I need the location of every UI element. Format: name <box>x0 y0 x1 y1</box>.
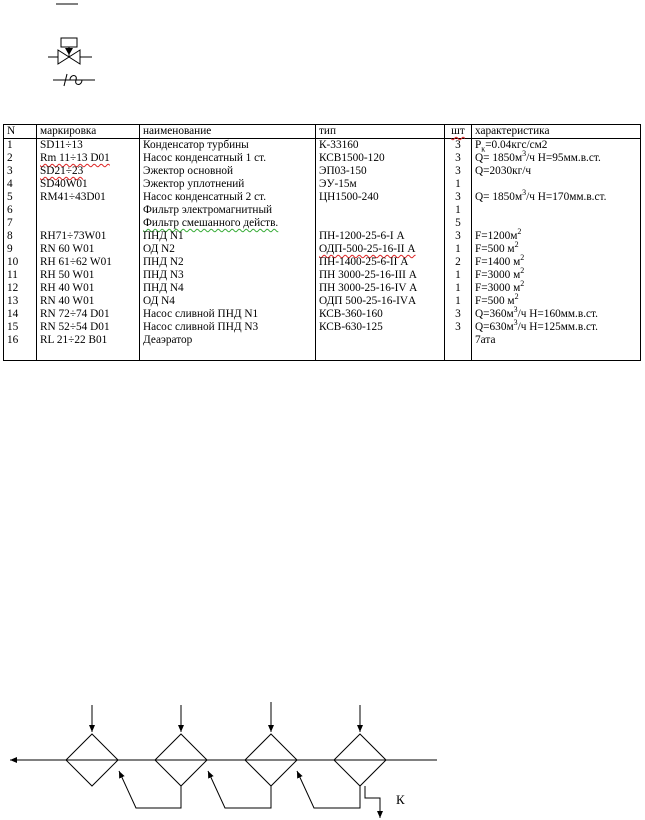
cell-characteristic <box>472 204 641 217</box>
cell-marking <box>37 269 140 282</box>
characteristic-sup: 3 <box>513 318 518 328</box>
cell-marking-text: RH 40 W01 <box>40 282 95 294</box>
cell-n <box>4 308 37 321</box>
characteristic-sup: 2 <box>514 240 519 250</box>
characteristic-post: /ч Н=170мм.в.ст. <box>526 191 607 203</box>
cell-marking <box>37 165 140 178</box>
cell-qty-text: 3 <box>455 308 461 320</box>
cell-name <box>140 269 316 282</box>
cell-type <box>316 152 445 165</box>
cell-marking-text: RN 60 W01 <box>40 243 95 255</box>
cell-type <box>316 165 445 178</box>
cell-qty-text: 3 <box>455 321 461 333</box>
characteristic-pre: P <box>475 139 482 151</box>
cell-n-text: 13 <box>7 295 19 307</box>
cell-characteristic <box>472 149 641 165</box>
characteristic-sup: 2 <box>520 253 525 263</box>
cell-marking <box>37 191 140 204</box>
cell-name-text: ОД N4 <box>143 295 175 307</box>
table-row <box>4 269 641 282</box>
cell-characteristic <box>472 178 641 191</box>
cell-name <box>140 178 316 191</box>
cell-n-text: 8 <box>7 230 13 242</box>
characteristic-sup: 2 <box>520 266 525 276</box>
cell-n <box>4 178 37 191</box>
characteristic-pre: F=3000 м <box>475 269 521 281</box>
cell-type-text: ОДП 500-25-16-IVА <box>319 295 417 307</box>
cell-qty <box>445 334 472 361</box>
cell-type <box>316 256 445 269</box>
table-header-row <box>4 125 641 139</box>
cell-name-text: ПНД N1 <box>143 230 184 242</box>
cell-qty <box>445 282 472 295</box>
characteristic-sup: 3 <box>522 149 527 159</box>
characteristic-sup: 3 <box>522 188 527 198</box>
cell-type-text: К-33160 <box>319 139 359 151</box>
cell-name-text: Эжектор основной <box>143 165 234 177</box>
cell-n-text: 3 <box>7 165 13 177</box>
cell-characteristic <box>472 305 641 321</box>
cell-type <box>316 217 445 230</box>
cell-name-text: Насос сливной ПНД N3 <box>143 321 259 333</box>
cell-n-text: 5 <box>7 191 13 203</box>
cell-type <box>316 204 445 217</box>
cell-characteristic <box>472 334 641 361</box>
table-row <box>4 204 641 217</box>
characteristic-post: /ч Н=160мм.в.ст. <box>517 308 598 320</box>
cell-type <box>316 178 445 191</box>
cell-marking-text: RM41÷43D01 <box>40 191 106 203</box>
cell-n <box>4 165 37 178</box>
cell-marking <box>37 334 140 361</box>
table-row <box>4 243 641 256</box>
heater-3 <box>245 702 297 786</box>
cell-n <box>4 204 37 217</box>
cell-name <box>140 152 316 165</box>
cell-n-text: 14 <box>7 308 19 320</box>
cell-type-text: ЭУ-15м <box>319 178 357 190</box>
cell-type <box>316 191 445 204</box>
cell-type-text: ПН-1200-25-6-I А <box>319 230 405 242</box>
cell-characteristic <box>472 279 641 295</box>
heater-flow-diagram <box>0 690 645 820</box>
cell-type <box>316 295 445 308</box>
cell-n-text: 6 <box>7 204 13 216</box>
cell-name-text: Деаэратор <box>143 334 193 346</box>
cell-qty <box>445 308 472 321</box>
cell-characteristic <box>472 253 641 269</box>
cell-n-text: 2 <box>7 152 13 164</box>
cell-marking-text: RN 40 W01 <box>40 295 95 307</box>
cell-qty <box>445 165 472 178</box>
cell-characteristic <box>472 217 641 230</box>
table-row <box>4 230 641 243</box>
table-row <box>4 191 641 204</box>
cell-name <box>140 139 316 153</box>
characteristic-post: /ч Н=95мм.в.ст. <box>526 152 601 164</box>
characteristic-pre: F=500 м <box>475 295 515 307</box>
cell-qty <box>445 269 472 282</box>
cell-n-text: 9 <box>7 243 13 255</box>
cell-marking-text: RN 52÷54 D01 <box>40 321 110 333</box>
characteristic-pre: Q=630м <box>475 321 514 333</box>
cell-marking <box>37 256 140 269</box>
table-row <box>4 295 641 308</box>
header-characteristic: характеристика <box>472 125 641 139</box>
cell-n-text: 16 <box>7 334 19 346</box>
cell-name <box>140 165 316 178</box>
characteristic-pre: Q= 1850м <box>475 191 523 203</box>
cell-marking <box>37 178 140 191</box>
cell-qty-text: 1 <box>455 269 461 281</box>
cell-qty <box>445 295 472 308</box>
cell-n <box>4 282 37 295</box>
cell-marking-text: RL 21÷22 B01 <box>40 334 108 346</box>
control-valve-icon <box>48 38 92 64</box>
cell-characteristic <box>472 240 641 256</box>
cell-name-text: Фильтр смешанного действ. <box>143 217 279 229</box>
cell-name-text: Насос сливной ПНД N1 <box>143 308 259 320</box>
cell-n <box>4 191 37 204</box>
header-marking: маркировка <box>37 125 140 139</box>
characteristic-pre: Q= 1850м <box>475 152 523 164</box>
cell-qty-text: 3 <box>455 165 461 177</box>
cell-marking <box>37 295 140 308</box>
cell-type-text: ПН-1400-25-6-II А <box>319 256 409 268</box>
cell-characteristic <box>472 266 641 282</box>
characteristic-sup: 2 <box>514 292 519 302</box>
legend-symbols <box>40 0 160 100</box>
cell-characteristic <box>472 165 641 178</box>
cell-name-text: ПНД N3 <box>143 269 184 281</box>
cell-type-text: КСВ-360-160 <box>319 308 383 320</box>
cell-n-text: 4 <box>7 178 13 190</box>
equipment-spec-table <box>3 124 641 361</box>
cell-marking <box>37 217 140 230</box>
cell-type <box>316 282 445 295</box>
characteristic-sub: к <box>481 144 486 154</box>
cell-n-text: 15 <box>7 321 19 333</box>
cell-marking <box>37 308 140 321</box>
header-type: тип <box>316 125 445 139</box>
cell-type-text: ЭП03-150 <box>319 165 367 177</box>
cell-qty-text: 1 <box>455 243 461 255</box>
cell-n <box>4 139 37 153</box>
cell-type-text: ПН 3000-25-16-IV А <box>319 282 418 294</box>
cell-marking-text: RH 50 W01 <box>40 269 95 281</box>
cell-name-text: Конденсатор турбины <box>143 139 249 151</box>
characteristic-mid: =0.04кгс/см2 <box>485 139 548 151</box>
cell-qty <box>445 321 472 334</box>
cell-n-text: 12 <box>7 282 19 294</box>
cell-qty <box>445 243 472 256</box>
header-n: N <box>4 125 37 139</box>
cell-type-text: ЦН1500-240 <box>319 191 379 203</box>
cell-n <box>4 295 37 308</box>
heater-4 <box>334 705 386 786</box>
cell-name-text: Насос конденсатный 2 ст. <box>143 191 267 203</box>
cell-type-text: ОДП-500-25-16-II А <box>319 243 416 255</box>
cell-type <box>316 334 445 361</box>
cell-characteristic <box>472 139 641 153</box>
characteristic-pre: F=3000 м <box>475 282 521 294</box>
cell-type <box>316 230 445 243</box>
cell-qty <box>445 230 472 243</box>
table-row <box>4 308 641 321</box>
cell-type <box>316 139 445 153</box>
cell-name-text: ПНД N4 <box>143 282 184 294</box>
characteristic-pre: F=1400 м <box>475 256 521 268</box>
cell-n <box>4 334 37 361</box>
cell-type <box>316 308 445 321</box>
cell-qty <box>445 139 472 153</box>
cell-marking <box>37 230 140 243</box>
table-row <box>4 282 641 295</box>
table-row <box>4 217 641 230</box>
drain-out-k <box>365 786 380 818</box>
cell-name-text: ОД N2 <box>143 243 175 255</box>
cell-qty-text: 3 <box>455 191 461 203</box>
cell-name <box>140 204 316 217</box>
header-qty: шт <box>445 125 472 139</box>
characteristic-post: /ч Н=125мм.в.ст. <box>517 321 598 333</box>
cell-qty-text: 3 <box>455 152 461 164</box>
cell-characteristic <box>472 227 641 243</box>
table-row <box>4 152 641 165</box>
cell-name-text: ПНД N2 <box>143 256 184 268</box>
cell-qty-text: 1 <box>455 204 461 216</box>
cell-qty-text: 2 <box>455 256 461 268</box>
cell-type <box>316 321 445 334</box>
cell-qty-text: 5 <box>455 217 461 229</box>
cell-marking-text: SD40W01 <box>40 178 88 190</box>
table-row <box>4 139 641 153</box>
characteristic-sup: 2 <box>517 227 522 237</box>
cell-type-text: КСВ-630-125 <box>319 321 383 333</box>
cell-n <box>4 256 37 269</box>
cell-type <box>316 243 445 256</box>
flow-line-icon <box>53 74 95 86</box>
table-row <box>4 334 641 361</box>
cell-n <box>4 217 37 230</box>
cell-marking-text: SD11÷13 <box>40 139 83 151</box>
cell-qty <box>445 191 472 204</box>
cell-name-text: Фильтр электромагнитный <box>143 204 273 216</box>
heater-2 <box>155 705 207 786</box>
cell-name <box>140 230 316 243</box>
cell-type-text: ПН 3000-25-16-III А <box>319 269 417 281</box>
cell-marking <box>37 139 140 153</box>
characteristic-pre: F=500 м <box>475 243 515 255</box>
cell-name <box>140 191 316 204</box>
cell-marking-text: RN 72÷74 D01 <box>40 308 110 320</box>
cell-marking <box>37 243 140 256</box>
cell-marking-text: SD21÷23 <box>40 165 84 177</box>
cell-marking <box>37 282 140 295</box>
cell-characteristic <box>472 318 641 334</box>
characteristic-pre: Q=2030кг/ч <box>475 165 532 177</box>
cell-marking-text: RH71÷73W01 <box>40 230 107 242</box>
cell-name <box>140 282 316 295</box>
cell-n-text: 7 <box>7 217 13 229</box>
cell-qty <box>445 217 472 230</box>
cell-marking <box>37 152 140 165</box>
heater-1 <box>66 705 118 786</box>
cell-name <box>140 321 316 334</box>
cell-name <box>140 308 316 321</box>
table-row <box>4 256 641 269</box>
cell-type-text: КСВ1500-120 <box>319 152 385 164</box>
table-row <box>4 165 641 178</box>
diagram-label-k: К <box>396 792 405 807</box>
cell-qty-text: 1 <box>455 282 461 294</box>
cell-qty <box>445 178 472 191</box>
cell-qty-text: 1 <box>455 295 461 307</box>
cell-n-text: 10 <box>7 256 19 268</box>
cell-marking-text: Rm 11÷13 D01 <box>40 152 110 164</box>
cell-qty <box>445 256 472 269</box>
characteristic-sup: 3 <box>513 305 518 315</box>
cell-n-text: 11 <box>7 269 18 281</box>
table-row <box>4 321 641 334</box>
cell-n <box>4 269 37 282</box>
table-row <box>4 178 641 191</box>
characteristic-pre: Q=360м <box>475 308 514 320</box>
cell-name-text: Эжектор уплотнений <box>143 178 245 190</box>
cell-name <box>140 217 316 230</box>
cell-marking-text: RH 61÷62 W01 <box>40 256 112 268</box>
cell-marking <box>37 204 140 217</box>
cell-qty-text: 1 <box>455 178 461 190</box>
cell-name <box>140 256 316 269</box>
characteristic-pre: F=1200м <box>475 230 518 242</box>
cell-characteristic <box>472 188 641 204</box>
cell-qty <box>445 204 472 217</box>
cell-n <box>4 243 37 256</box>
header-name: наименование <box>140 125 316 139</box>
cell-n <box>4 152 37 165</box>
cell-qty <box>445 152 472 165</box>
cell-name <box>140 334 316 361</box>
cell-n-text: 1 <box>7 139 13 151</box>
characteristic-sup: 2 <box>520 279 525 289</box>
cell-n <box>4 321 37 334</box>
cell-name <box>140 243 316 256</box>
cell-qty-text: 3 <box>455 230 461 242</box>
characteristic-pre: 7ата <box>475 334 496 346</box>
cell-characteristic <box>472 292 641 308</box>
cell-marking <box>37 321 140 334</box>
cell-name <box>140 295 316 308</box>
cell-n <box>4 230 37 243</box>
cell-name-text: Насос конденсатный 1 ст. <box>143 152 267 164</box>
cell-type <box>316 269 445 282</box>
cell-qty-text: 3 <box>455 139 461 151</box>
